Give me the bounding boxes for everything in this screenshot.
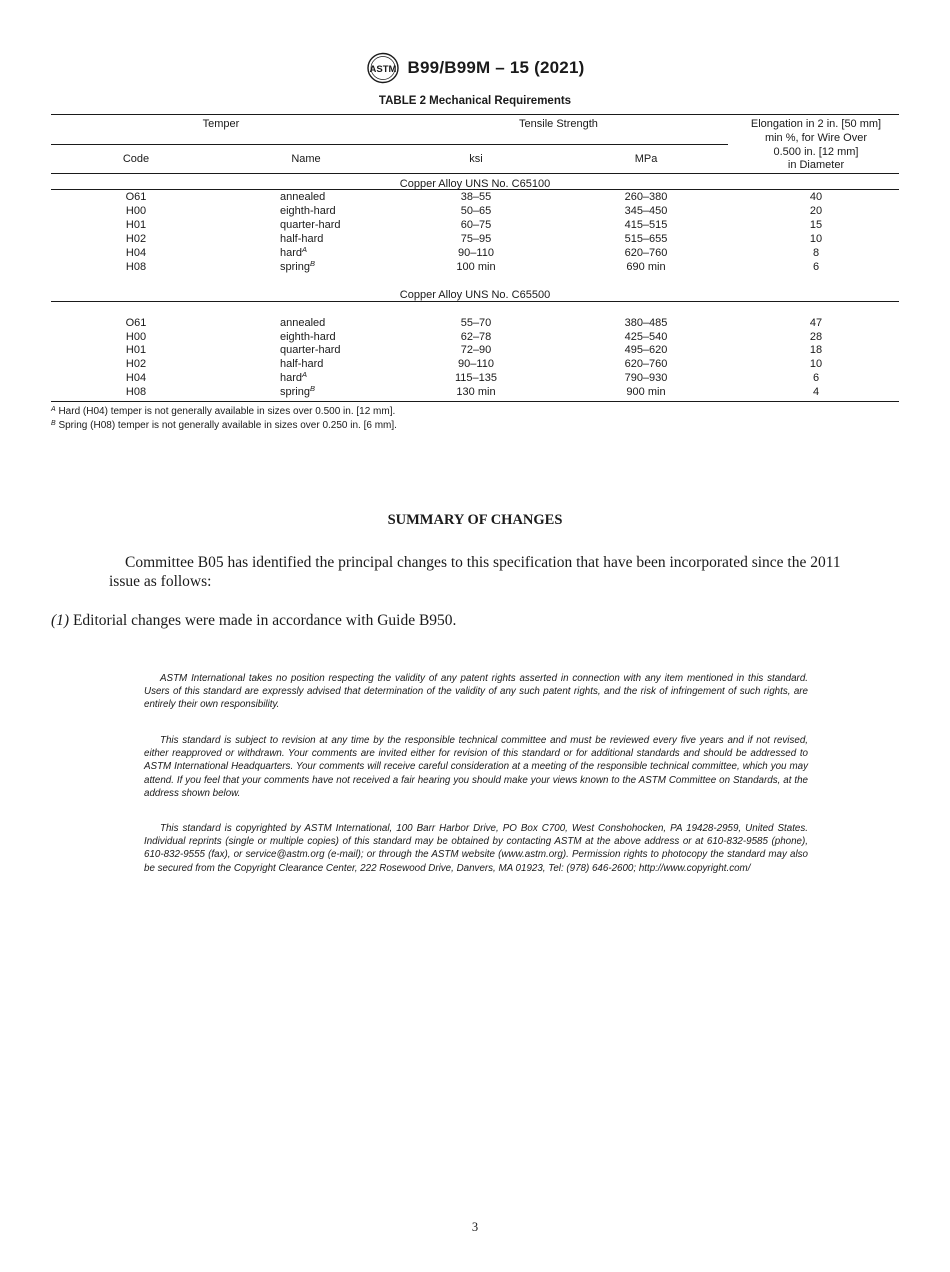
cell-code: O61 xyxy=(125,317,147,329)
cell-elongation: 28 xyxy=(809,331,823,343)
cell-code: H02 xyxy=(125,233,147,245)
cell-mpa: 415–515 xyxy=(624,219,668,231)
header-mid-rule xyxy=(51,144,728,145)
header-tensile-strength: Tensile Strength xyxy=(519,118,598,130)
section-rule xyxy=(51,301,899,302)
header-code: Code xyxy=(122,153,150,165)
cell-ksi: 90–110 xyxy=(458,247,494,259)
footnote-text: Hard (H04) temper is not generally available in sizes over 0.500 in. [12 mm]. xyxy=(58,406,396,417)
section-rule xyxy=(51,189,899,190)
table-footnote xyxy=(51,406,395,417)
cell-name-text: hard xyxy=(280,372,303,384)
cell-name: half-hard xyxy=(280,358,324,370)
cell-ksi: 50–65 xyxy=(460,205,492,217)
footnote-marker: B xyxy=(309,259,315,268)
cell-code: H04 xyxy=(125,247,147,259)
cell-name-text: spring xyxy=(280,261,310,273)
cell-name: quarter-hard xyxy=(280,344,341,356)
cell-ksi: 72–90 xyxy=(460,344,492,356)
cell-mpa: 260–380 xyxy=(624,191,668,203)
cell-code: H04 xyxy=(125,372,147,384)
page-header xyxy=(0,52,950,84)
cell-name xyxy=(280,261,315,274)
cell-mpa: 620–760 xyxy=(624,247,668,259)
cell-code: H01 xyxy=(125,219,147,231)
cell-mpa: 790–930 xyxy=(624,372,668,384)
logo-text: ASTM xyxy=(369,64,396,75)
section-title: Copper Alloy UNS No. C65500 xyxy=(399,289,551,301)
cell-name: eighth-hard xyxy=(280,331,336,343)
header-elongation-line3: 0.500 in. [12 mm] xyxy=(773,146,859,158)
footnote-text: Spring (H08) temper is not generally available in sizes over 0.250 in. [6 mm]. xyxy=(58,420,397,431)
cell-name xyxy=(280,247,307,260)
cell-name: annealed xyxy=(280,317,326,329)
cell-ksi: 60–75 xyxy=(460,219,492,231)
cell-code: H08 xyxy=(125,386,147,398)
cell-ksi: 55–70 xyxy=(460,317,492,329)
table-title: TABLE 2 Mechanical Requirements xyxy=(378,95,572,107)
cell-code: O61 xyxy=(125,191,147,203)
table-top-rule xyxy=(51,114,899,115)
summary-intro: Committee B05 has identified the principal changes to this specification that have been incorporated since the 2011 issue as follows: xyxy=(109,554,841,590)
designation: B99/B99M – 15 (2021) xyxy=(407,58,585,77)
cell-ksi: 90–110 xyxy=(458,358,494,370)
cell-mpa: 345–450 xyxy=(624,205,668,217)
cell-elongation: 40 xyxy=(809,191,823,203)
cell-name-text: hard xyxy=(280,247,303,259)
astm-logo-icon xyxy=(366,52,400,84)
cell-ksi: 100 min xyxy=(456,261,496,273)
header-mpa: MPa xyxy=(634,153,658,165)
cell-name: quarter-hard xyxy=(280,219,341,231)
patent-notice: ASTM International takes no position respecting the validity of any patent rights asserted in connection with any item mentioned in this standard. Users of this standard are expressly advised that determination of the validity of any such patent rights, and the risk of infringement of such rights, are entirely their own responsibility. xyxy=(144,673,808,711)
summary-heading: SUMMARY OF CHANGES xyxy=(387,512,563,528)
header-temper: Temper xyxy=(202,118,240,130)
header-name: Name xyxy=(291,153,321,165)
change-number: (1) xyxy=(51,612,70,629)
page-number: 3 xyxy=(471,1220,479,1234)
cell-mpa: 900 min xyxy=(626,386,666,398)
copyright-notice: This standard is copyrighted by ASTM International, 100 Barr Harbor Drive, PO Box C700, West Conshohocken, PA 19428-2959, United States. Individual reprints (single or multiple copies) of this standard may be obtained by contacting ASTM at the above address or at 610-832-9585 (phone), 610-832-9555 (fax), or service@astm.org (e-mail); or through the ASTM website (www.astm.org). Permission rights to photocopy the standard may also be secured from the Copyright Clearance Center, 222 Rosewood Drive, Danvers, MA 01923, Tel: (978) 646-2600; http://www.copyright.com/ xyxy=(144,823,808,874)
cell-name xyxy=(280,372,307,385)
footnote-marker: A xyxy=(302,370,308,379)
cell-name: annealed xyxy=(280,191,326,203)
cell-code: H02 xyxy=(125,358,147,370)
cell-ksi: 38–55 xyxy=(460,191,492,203)
header-ksi: ksi xyxy=(469,153,483,165)
cell-elongation: 6 xyxy=(812,261,820,273)
cell-elongation: 10 xyxy=(809,233,823,245)
cell-elongation: 20 xyxy=(809,205,823,217)
footnote-marker: A xyxy=(302,245,308,254)
table-footnote xyxy=(51,420,397,431)
header-elongation-line2: min %, for Wire Over xyxy=(764,132,868,144)
cell-elongation: 4 xyxy=(812,386,820,398)
cell-elongation: 8 xyxy=(812,247,820,259)
cell-mpa: 690 min xyxy=(626,261,666,273)
header-elongation-line1: Elongation in 2 in. [50 mm] xyxy=(750,118,882,130)
change-text: Editorial changes were made in accordance with Guide B950. xyxy=(72,612,457,629)
cell-mpa: 495–620 xyxy=(624,344,668,356)
cell-code: H01 xyxy=(125,344,147,356)
cell-ksi: 75–95 xyxy=(460,233,492,245)
footnote-mark: B xyxy=(51,420,56,427)
cell-elongation: 18 xyxy=(809,344,823,356)
cell-code: H00 xyxy=(125,205,147,217)
cell-elongation: 15 xyxy=(809,219,823,231)
cell-ksi: 130 min xyxy=(456,386,496,398)
cell-name: half-hard xyxy=(280,233,324,245)
cell-elongation: 10 xyxy=(809,358,823,370)
section-title: Copper Alloy UNS No. C65100 xyxy=(399,178,551,190)
cell-elongation: 47 xyxy=(809,317,823,329)
cell-name: eighth-hard xyxy=(280,205,336,217)
cell-elongation: 6 xyxy=(812,372,820,384)
table-bottom-rule xyxy=(51,401,899,402)
header-bottom-rule xyxy=(51,173,899,174)
cell-code: H08 xyxy=(125,261,147,273)
header-elongation-line4: in Diameter xyxy=(787,159,845,171)
footnote-mark: A xyxy=(51,406,56,413)
cell-name-text: spring xyxy=(280,386,310,398)
cell-ksi: 62–78 xyxy=(460,331,492,343)
cell-mpa: 620–760 xyxy=(624,358,668,370)
cell-ksi: 115–135 xyxy=(454,372,497,384)
cell-mpa: 515–655 xyxy=(624,233,668,245)
change-item xyxy=(51,611,461,630)
cell-name xyxy=(280,386,315,399)
cell-mpa: 425–540 xyxy=(624,331,668,343)
cell-code: H00 xyxy=(125,331,147,343)
cell-mpa: 380–485 xyxy=(624,317,668,329)
footnote-marker: B xyxy=(309,384,315,393)
revision-notice: This standard is subject to revision at any time by the responsible technical committee and must be reviewed every five years and if not revised, either reapproved or withdrawn. Your comments are invited either for revision of this standard or for additional standards and should be addressed to ASTM International Headquarters. Your comments will receive careful consideration at a meeting of the responsible technical committee, which you may attend. If you feel that your comments have not received a fair hearing you should make your views known to the ASTM Committee on Standards, at the address shown below. xyxy=(144,735,808,799)
